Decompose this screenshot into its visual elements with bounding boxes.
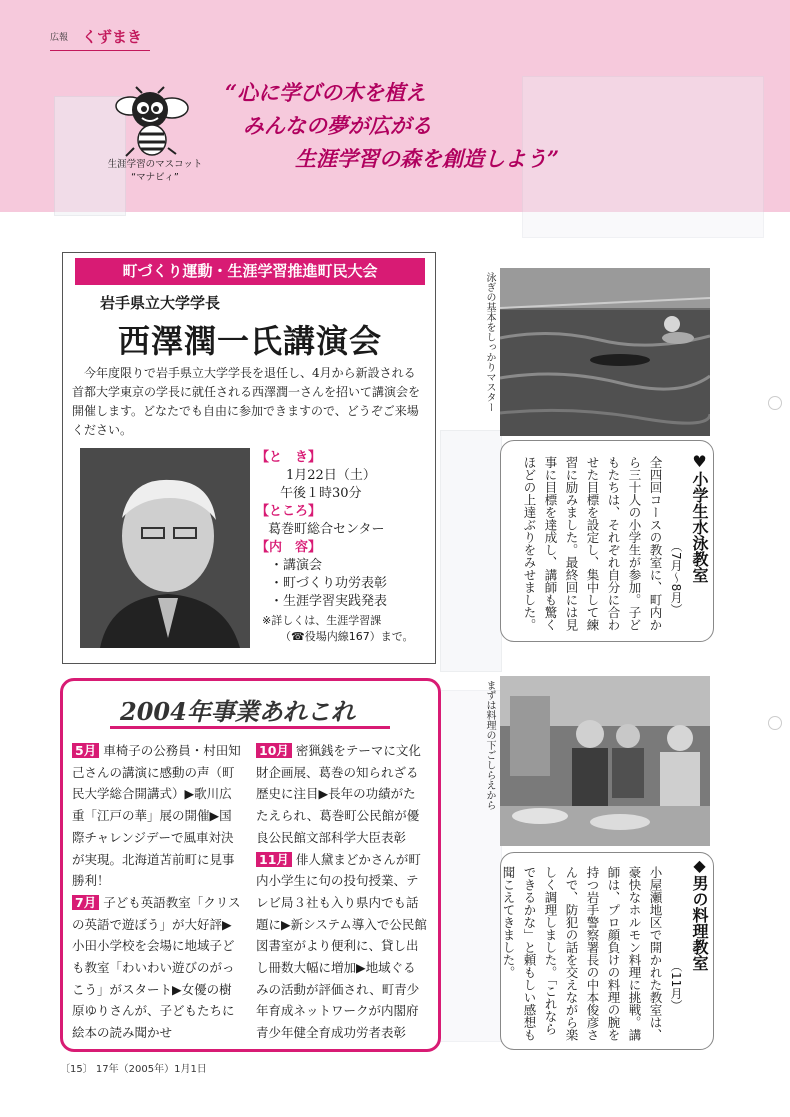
masthead-label: 広報 [50,33,69,43]
slogan [225,76,559,175]
events-left-column [72,740,244,1044]
swimming-photo [500,268,710,436]
event-entry [72,892,244,1044]
mascot-bee-icon [112,86,190,160]
swim-photo-caption: 泳ぎの基本をしっかりマスター [484,272,495,412]
masthead-title: くずまき [82,28,143,46]
events-right-column [256,740,428,1044]
when-tag: 【と き】 [256,450,322,465]
cooking-article-body: 小屋瀬地区で開かれた教室は、豪快なホルモン料理に挑戦。講師は、プロ顔負けの料理の腕を持つ岩手警察署長の中本俊彦さんで、防犯の話を交えながら楽しく調理しました。「これならできるかな」と頼もしい感想も聞こえてきました。 [501,866,663,1041]
binder-hole-bottom [768,716,782,730]
slogan-line-1: “心に学びの木を植え [225,80,427,105]
event-text: 密猟銭をテーマに文化財企画展、葛巻の知られざる歴史に注目▶長年の功績がたたえられ、葛巻町公民館が優良公民館文部科学大臣表彰 [256,743,421,845]
event-text: 子ども英語教室「クリスの英語で遊ぼう」が大好評▶小田小学校を会場に地域子ども教室「わいわい遊びのがっこう」がスタート▶女優の樹原ゆりさんが、子どもたちに絵本の読み聞かせ [72,894,241,1041]
page-footer: 〔15〕 17年（2005年）1月1日 [60,1064,207,1075]
mascot-caption-text: 生涯学習のマスコット [107,159,203,170]
event-entry [256,849,428,1044]
slogan-line-2: みんなの夢が広がる [243,113,432,138]
month-tag: 11月 [256,852,292,867]
month-tag: 5月 [72,743,99,758]
binder-hole-top [768,396,782,410]
lecture-item-3: ・生涯学習実践発表 [270,594,388,609]
lecture-item-1: ・講演会 [270,558,323,573]
events-title: 2004年事業あれこれ [120,697,355,726]
event-entry [72,740,244,892]
lecture-item-2: ・町づくり功労表彰 [270,576,388,591]
event-entry [256,740,428,849]
lecture-note-1: ※詳しくは、生涯学習課 [262,614,382,627]
mascot-caption [95,158,215,184]
lecture-subtitle: 岩手県立大学学長 [100,294,221,312]
lecture-body: 今年度限りで岩手県立大学学長を退任し、4月から新設される首都大学東京の学長に就任される西澤潤一さんを招いて講演会を開催します。どなたでも自由に参加できますので、どうぞご来場ください。 [72,366,421,437]
speaker-portrait-photo [80,448,250,648]
lecture-banner: 町づくり運動・生涯学習推進町民大会 [75,258,425,285]
cooking-photo-caption: まずは料理の下ごしらえから [484,680,495,810]
content-tag: 【内 容】 [256,540,322,555]
event-text: 俳人黛まどかさんが町内小学生に句の投句授業、テレビ局３社も入り県内でも話題に▶新システム導入で公民館図書室がより便利に、貸し出し冊数大幅に増加▶地域ぐるみの活動が評価され、町青少年育成ネットワークが内閣府青少年健全育成功労者表彰 [256,851,427,1041]
cooking-period: （11月） [669,960,683,1012]
lecture-title: 西澤潤一氏講演会 [118,322,383,360]
slogan-line-3: 生涯学習の森を創造しよう” [295,146,560,171]
swim-period: （7月～8月） [669,540,683,616]
lecture-time: 午後１時30分 [280,486,362,501]
swim-article-body: 全四回コースの教室に、町内から三十人の小学生が参加。子どもたちは、それぞれ自分に合わせた目標を設定し、集中して練習に励みました。最終回には見事に目標を達成し、講師も驚くほどの上達ぶりをみせました。 [522,456,663,631]
lecture-place: 葛巻町総合センター [268,522,385,537]
lecture-note-2: （☎役場内線167）まで。 [280,630,414,643]
swim-heading: ♥小学生水泳教室 [690,452,709,583]
month-tag: 10月 [256,743,292,758]
mascot-name: “マナビィ” [131,172,179,183]
cooking-heading: ◆男の料理教室 [690,856,709,971]
events-title-underline [110,726,390,729]
lecture-date: 1月22日（土） [286,468,376,483]
cooking-photo [500,676,710,846]
where-tag: 【ところ】 [256,504,322,519]
month-tag: 7月 [72,895,99,910]
event-text: 車椅子の公務員・村田知己さんの講演に感動の声（町民大学総合開講式）▶歌川広重「江戸の華」展の開催▶国際チャレンジデーで風車対決が実現。北海道苫前町に見事勝利！ [72,743,241,889]
masthead-rule [50,50,150,51]
